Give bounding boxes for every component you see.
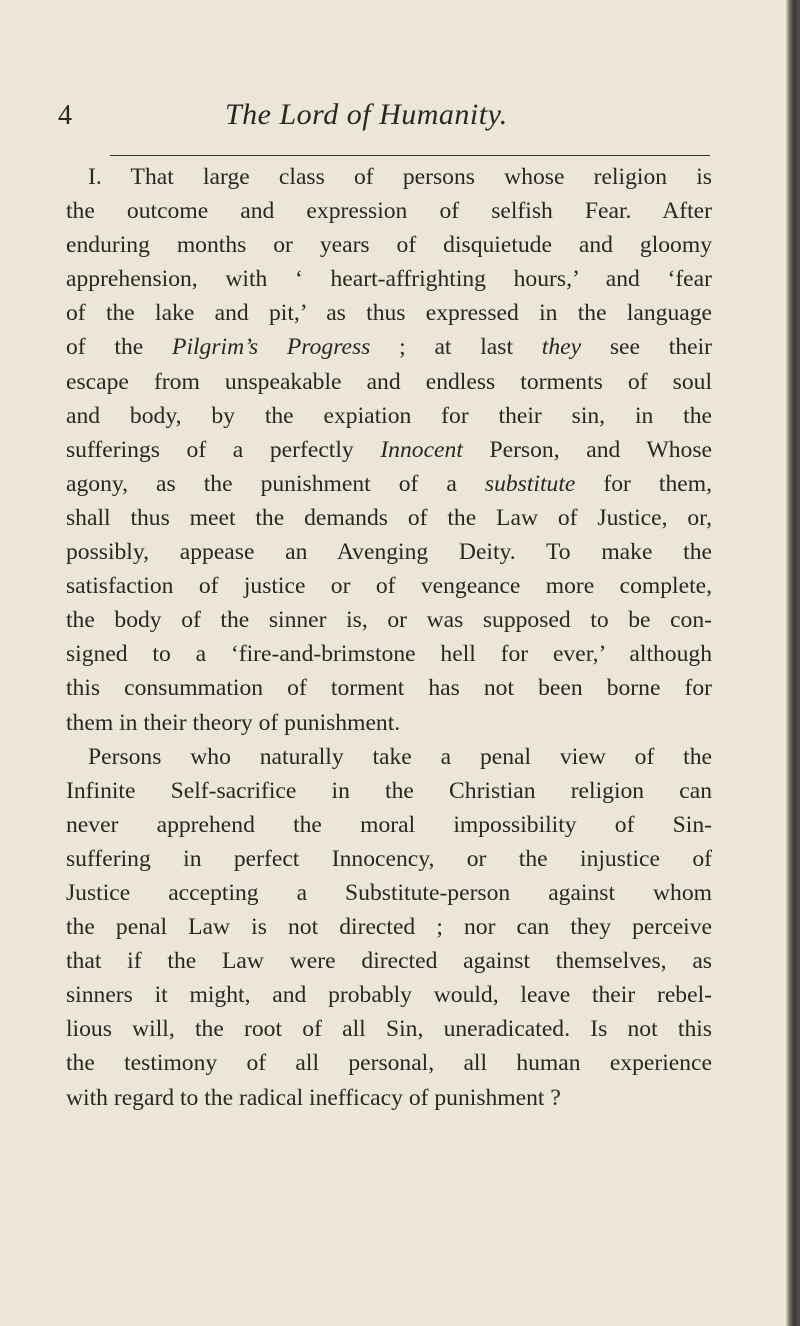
text-line: with regard to the radical inefficacy of punishment ? — [66, 1084, 561, 1111]
text-line: agony, as the punishment of a substitute for them, — [66, 470, 712, 497]
text-line: of the Pilgrim’s Progress ; at last they see their — [66, 334, 712, 361]
text-line: sufferings of a perfectly Innocent Person, and Whose — [66, 436, 712, 463]
text-line: signed to a ‘fire-and-brimstone hell for ever,’ although — [66, 641, 712, 668]
text-line: the testimony of all personal, all human experience — [66, 1050, 712, 1077]
text-line: shall thus meet the demands of the Law of Justice, or, — [66, 504, 712, 531]
text-line: enduring months or years of disquietude and gloomy — [66, 232, 712, 259]
page-number: 4 — [58, 100, 72, 131]
text-line: suffering in perfect Innocency, or the injustice of — [66, 845, 712, 872]
text-line: sinners it might, and probably would, leave their rebel- — [66, 982, 712, 1009]
text-line: them in their theory of punishment. — [66, 709, 401, 736]
page-header — [0, 100, 786, 140]
text-line: lious will, the root of all Sin, uneradicated. Is not this — [66, 1016, 712, 1043]
text-line: satisfaction of justice or of vengeance more complete, — [66, 573, 712, 600]
paragraph-1 — [66, 160, 712, 740]
text-line: I. That large class of persons whose religion is — [88, 164, 712, 190]
page-edge — [786, 0, 800, 1326]
text-line: Persons who naturally take a penal view of the — [88, 743, 712, 770]
text-line: the outcome and expression of selfish Fear. After — [66, 198, 712, 225]
running-title: The Lord of Humanity. — [225, 98, 508, 131]
text-line: the body of the sinner is, or was supposed to be con- — [66, 607, 712, 634]
header-rule — [110, 155, 710, 156]
text-line: possibly, appease an Avenging Deity. To make the — [66, 539, 712, 566]
text-line: apprehension, with ‘ heart-affrighting hours,’ and ‘fear — [66, 266, 712, 293]
text-line: escape from unspeakable and endless torments of soul — [66, 368, 712, 395]
body-text — [66, 160, 712, 1115]
text-line: that if the Law were directed against themselves, as — [66, 948, 712, 975]
text-line: of the lake and pit,’ as thus expressed in the language — [66, 300, 712, 327]
paragraph-2 — [66, 740, 712, 1115]
text-line: never apprehend the moral impossibility of Sin- — [66, 811, 712, 838]
text-line: this consummation of torment has not been borne for — [66, 675, 712, 702]
text-line: the penal Law is not directed ; nor can they perceive — [66, 914, 712, 941]
text-line: Infinite Self-sacrifice in the Christian religion can — [66, 777, 712, 804]
text-line: Justice accepting a Substitute-person against whom — [66, 879, 712, 906]
text-line: and body, by the expiation for their sin, in the — [66, 402, 712, 429]
